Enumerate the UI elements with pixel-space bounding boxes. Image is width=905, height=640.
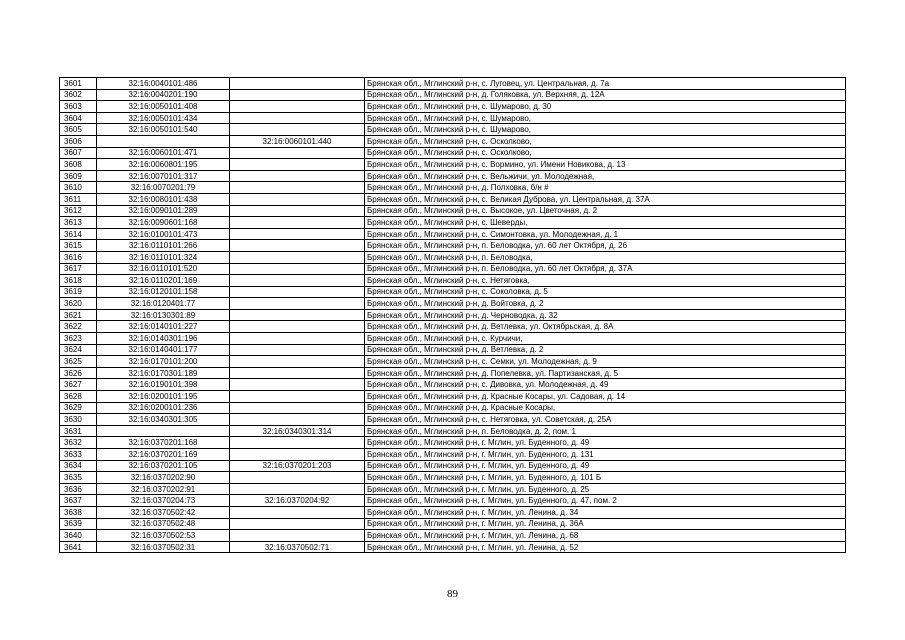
table-row (60, 495, 846, 507)
related-cadastral-number-cell (230, 321, 365, 333)
table-row (60, 193, 846, 205)
address-cell: Брянская обл., Мглинский р-н, п. Беловодка, (365, 251, 846, 263)
address-cell: Брянская обл., Мглинский р-н, с. Шумарово, (365, 124, 846, 136)
cadastral-number-cell: 32:16:0090601:168 (97, 217, 230, 229)
row-number-cell: 3638 (60, 506, 97, 518)
cadastral-number-cell: 32:16:0050101:540 (97, 124, 230, 136)
row-number-cell: 3608 (60, 159, 97, 171)
row-number-cell: 3611 (60, 193, 97, 205)
cadastral-number-cell: 32:16:0340301:305 (97, 414, 230, 426)
table-row (60, 251, 846, 263)
related-cadastral-number-cell (230, 78, 365, 90)
row-number-cell: 3620 (60, 298, 97, 310)
table-row (60, 228, 846, 240)
row-number-cell: 3639 (60, 518, 97, 530)
records-table-body (60, 78, 846, 553)
cadastral-number-cell (97, 425, 230, 437)
cadastral-number-cell: 32:16:0370201:169 (97, 449, 230, 461)
related-cadastral-number-cell (230, 472, 365, 484)
related-cadastral-number-cell: 32:16:0340301:314 (230, 425, 365, 437)
related-cadastral-number-cell (230, 530, 365, 542)
related-cadastral-number-cell: 32:16:0060101:440 (230, 135, 365, 147)
address-cell: Брянская обл., Мглинский р-н, г. Мглин, ул. Буденного, д. 47, пом. 2 (365, 495, 846, 507)
row-number-cell: 3632 (60, 437, 97, 449)
row-number-cell: 3629 (60, 402, 97, 414)
table-row (60, 275, 846, 287)
row-number-cell: 3609 (60, 170, 97, 182)
cadastral-number-cell: 32:16:0060101:471 (97, 147, 230, 159)
table-row (60, 425, 846, 437)
related-cadastral-number-cell (230, 112, 365, 124)
address-cell: Брянская обл., Мглинский р-н, д. Попелевка, ул. Партизанская, д. 5 (365, 367, 846, 379)
related-cadastral-number-cell (230, 228, 365, 240)
cadastral-number-cell: 32:16:0370502:31 (97, 541, 230, 553)
address-cell: Брянская обл., Мглинский р-н, с. Осколково, (365, 147, 846, 159)
address-cell: Брянская обл., Мглинский р-н, д. Голяковка, ул. Верхняя, д. 12А (365, 89, 846, 101)
table-row (60, 182, 846, 194)
cadastral-number-cell: 32:16:0040201:190 (97, 89, 230, 101)
address-cell: Брянская обл., Мглинский р-н, д. Полховка, б/н # (365, 182, 846, 194)
table-row (60, 356, 846, 368)
related-cadastral-number-cell (230, 309, 365, 321)
table-row (60, 309, 846, 321)
cadastral-number-cell: 32:16:0120401:77 (97, 298, 230, 310)
cadastral-number-cell: 32:16:0130301:89 (97, 309, 230, 321)
row-number-cell: 3640 (60, 530, 97, 542)
row-number-cell: 3606 (60, 135, 97, 147)
cadastral-number-cell: 32:16:0140101:227 (97, 321, 230, 333)
cadastral-number-cell: 32:16:0100101:473 (97, 228, 230, 240)
page-number: 89 (447, 588, 458, 600)
related-cadastral-number-cell: 32:16:0370204:92 (230, 495, 365, 507)
related-cadastral-number-cell (230, 170, 365, 182)
related-cadastral-number-cell (230, 449, 365, 461)
cadastral-number-cell: 32:16:0370201:105 (97, 460, 230, 472)
cadastral-number-cell: 32:16:0140401:177 (97, 344, 230, 356)
address-cell: Брянская обл., Мглинский р-н, с. Высокое, ул. Цветочная, д. 2 (365, 205, 846, 217)
address-cell: Брянская обл., Мглинский р-н, д. Черноводка, д. 32 (365, 309, 846, 321)
cadastral-number-cell: 32:16:0370502:42 (97, 506, 230, 518)
cadastral-number-cell: 32:16:0050101:408 (97, 101, 230, 113)
cadastral-number-cell: 32:16:0090101:289 (97, 205, 230, 217)
address-cell: Брянская обл., Мглинский р-н, д. Красные Косары, ул. Садовая, д. 14 (365, 391, 846, 403)
related-cadastral-number-cell: 32:16:0370502:71 (230, 541, 365, 553)
table-row (60, 541, 846, 553)
cadastral-number-cell: 32:16:0070201:79 (97, 182, 230, 194)
cadastral-number-cell: 32:16:0110101:266 (97, 240, 230, 252)
address-cell: Брянская обл., Мглинский р-н, с. Вормино, ул. Имени Новикова, д. 13 (365, 159, 846, 171)
related-cadastral-number-cell (230, 182, 365, 194)
table-row (60, 449, 846, 461)
cadastral-number-cell: 32:16:0170101:200 (97, 356, 230, 368)
table-row (60, 101, 846, 113)
cadastral-number-cell: 32:16:0190101:398 (97, 379, 230, 391)
row-number-cell: 3641 (60, 541, 97, 553)
related-cadastral-number-cell (230, 159, 365, 171)
address-cell: Брянская обл., Мглинский р-н, с. Курчичи, (365, 333, 846, 345)
address-cell: Брянская обл., Мглинский р-н, г. Мглин, ул. Буденного, д. 131 (365, 449, 846, 461)
row-number-cell: 3635 (60, 472, 97, 484)
records-table (59, 77, 846, 553)
table-row (60, 367, 846, 379)
address-cell: Брянская обл., Мглинский р-н, с. Соколовка, д. 5 (365, 286, 846, 298)
address-cell: Брянская обл., Мглинский р-н, с. Симонтовка, ул. Молодежная, д. 1 (365, 228, 846, 240)
related-cadastral-number-cell (230, 333, 365, 345)
row-number-cell: 3612 (60, 205, 97, 217)
address-cell: Брянская обл., Мглинский р-н, с. Великая Дуброва, ул. Центральная, д. 37А (365, 193, 846, 205)
related-cadastral-number-cell (230, 124, 365, 136)
cadastral-number-cell: 32:16:0370204:73 (97, 495, 230, 507)
related-cadastral-number-cell (230, 518, 365, 530)
row-number-cell: 3614 (60, 228, 97, 240)
cadastral-number-cell: 32:16:0140301:196 (97, 333, 230, 345)
table-row (60, 391, 846, 403)
row-number-cell: 3613 (60, 217, 97, 229)
related-cadastral-number-cell (230, 437, 365, 449)
cadastral-number-cell: 32:16:0080101:438 (97, 193, 230, 205)
row-number-cell: 3636 (60, 483, 97, 495)
related-cadastral-number-cell (230, 298, 365, 310)
table-row (60, 402, 846, 414)
row-number-cell: 3626 (60, 367, 97, 379)
table-row (60, 78, 846, 90)
related-cadastral-number-cell (230, 483, 365, 495)
address-cell: Брянская обл., Мглинский р-н, д. Ветлевка, д. 2 (365, 344, 846, 356)
cadastral-number-cell (97, 135, 230, 147)
table-row (60, 333, 846, 345)
related-cadastral-number-cell (230, 286, 365, 298)
address-cell: Брянская обл., Мглинский р-н, г. Мглин, ул. Буденного, д. 49 (365, 437, 846, 449)
row-number-cell: 3619 (60, 286, 97, 298)
cadastral-number-cell: 32:16:0370502:53 (97, 530, 230, 542)
cadastral-number-cell: 32:16:0370202:90 (97, 472, 230, 484)
related-cadastral-number-cell (230, 193, 365, 205)
address-cell: Брянская обл., Мглинский р-н, г. Мглин, ул. Буденного, д. 25 (365, 483, 846, 495)
row-number-cell: 3625 (60, 356, 97, 368)
table-row (60, 159, 846, 171)
address-cell: Брянская обл., Мглинский р-н, п. Беловодка, ул. 60 лет Октября, д. 26 (365, 240, 846, 252)
related-cadastral-number-cell (230, 101, 365, 113)
address-cell: Брянская обл., Мглинский р-н, д. Красные Косары, (365, 402, 846, 414)
cadastral-number-cell: 32:16:0120101:158 (97, 286, 230, 298)
cadastral-number-cell: 32:16:0110101:520 (97, 263, 230, 275)
related-cadastral-number-cell (230, 251, 365, 263)
table-row (60, 472, 846, 484)
table-row (60, 240, 846, 252)
related-cadastral-number-cell (230, 379, 365, 391)
row-number-cell: 3623 (60, 333, 97, 345)
address-cell: Брянская обл., Мглинский р-н, с. Шумарово, (365, 112, 846, 124)
address-cell: Брянская обл., Мглинский р-н, с. Вельжичи, ул. Молодежная, (365, 170, 846, 182)
related-cadastral-number-cell (230, 356, 365, 368)
address-cell: Брянская обл., Мглинский р-н, с. Шеверды, (365, 217, 846, 229)
cadastral-number-cell: 32:16:0370202:91 (97, 483, 230, 495)
address-cell: Брянская обл., Мглинский р-н, г. Мглин, ул. Ленина, д. 36А (365, 518, 846, 530)
related-cadastral-number-cell (230, 89, 365, 101)
row-number-cell: 3633 (60, 449, 97, 461)
table-row (60, 344, 846, 356)
cadastral-number-cell: 32:16:0200101:236 (97, 402, 230, 414)
row-number-cell: 3601 (60, 78, 97, 90)
related-cadastral-number-cell (230, 275, 365, 287)
table-row (60, 506, 846, 518)
table-row (60, 414, 846, 426)
table-row (60, 147, 846, 159)
related-cadastral-number-cell (230, 391, 365, 403)
related-cadastral-number-cell (230, 263, 365, 275)
table-row (60, 170, 846, 182)
table-row (60, 298, 846, 310)
cadastral-number-cell: 32:16:0050101:434 (97, 112, 230, 124)
address-cell: Брянская обл., Мглинский р-н, с. Луговец, ул. Центральная, д. 7а (365, 78, 846, 90)
row-number-cell: 3631 (60, 425, 97, 437)
row-number-cell: 3615 (60, 240, 97, 252)
row-number-cell: 3617 (60, 263, 97, 275)
related-cadastral-number-cell (230, 402, 365, 414)
table-row (60, 124, 846, 136)
table-row (60, 379, 846, 391)
address-cell: Брянская обл., Мглинский р-н, с. Шумарово, д. 30 (365, 101, 846, 113)
related-cadastral-number-cell (230, 344, 365, 356)
row-number-cell: 3602 (60, 89, 97, 101)
related-cadastral-number-cell (230, 240, 365, 252)
row-number-cell: 3604 (60, 112, 97, 124)
cadastral-number-cell: 32:16:0060801:195 (97, 159, 230, 171)
related-cadastral-number-cell (230, 506, 365, 518)
cadastral-number-cell: 32:16:0110101:324 (97, 251, 230, 263)
row-number-cell: 3618 (60, 275, 97, 287)
address-cell: Брянская обл., Мглинский р-н, с. Осколково, (365, 135, 846, 147)
address-cell: Брянская обл., Мглинский р-н, с. Нетяговка, ул. Советская, д. 25А (365, 414, 846, 426)
row-number-cell: 3624 (60, 344, 97, 356)
related-cadastral-number-cell (230, 205, 365, 217)
related-cadastral-number-cell (230, 367, 365, 379)
cadastral-number-cell: 32:16:0040101:486 (97, 78, 230, 90)
cadastral-number-cell: 32:16:0170301:189 (97, 367, 230, 379)
address-cell: Брянская обл., Мглинский р-н, г. Мглин, ул. Ленина, д. 34 (365, 506, 846, 518)
related-cadastral-number-cell (230, 147, 365, 159)
row-number-cell: 3634 (60, 460, 97, 472)
row-number-cell: 3610 (60, 182, 97, 194)
address-cell: Брянская обл., Мглинский р-н, г. Мглин, ул. Буденного, д. 49 (365, 460, 846, 472)
table-row (60, 286, 846, 298)
address-cell: Брянская обл., Мглинский р-н, п. Беловодка, ул. 60 лет Октября, д. 37А (365, 263, 846, 275)
row-number-cell: 3622 (60, 321, 97, 333)
address-cell: Брянская обл., Мглинский р-н, г. Мглин, ул. Буденного, д. 101 Б (365, 472, 846, 484)
row-number-cell: 3616 (60, 251, 97, 263)
table-row (60, 89, 846, 101)
table-row (60, 263, 846, 275)
table-row (60, 321, 846, 333)
address-cell: Брянская обл., Мглинский р-н, с. Нетяговка, (365, 275, 846, 287)
table-row (60, 530, 846, 542)
row-number-cell: 3630 (60, 414, 97, 426)
table-row (60, 135, 846, 147)
cadastral-number-cell: 32:16:0070101:317 (97, 170, 230, 182)
table-row (60, 483, 846, 495)
address-cell: Брянская обл., Мглинский р-н, г. Мглин, ул. Ленина, д. 52 (365, 541, 846, 553)
cadastral-number-cell: 32:16:0370502:48 (97, 518, 230, 530)
row-number-cell: 3621 (60, 309, 97, 321)
related-cadastral-number-cell: 32:16:0370201:203 (230, 460, 365, 472)
table-row (60, 437, 846, 449)
address-cell: Брянская обл., Мглинский р-н, с. Дивовка, ул. Молодежная, д. 49 (365, 379, 846, 391)
address-cell: Брянская обл., Мглинский р-н, п. Беловодка, д. 2, пом. 1 (365, 425, 846, 437)
row-number-cell: 3628 (60, 391, 97, 403)
row-number-cell: 3603 (60, 101, 97, 113)
table-row (60, 112, 846, 124)
cadastral-number-cell: 32:16:0370201:168 (97, 437, 230, 449)
address-cell: Брянская обл., Мглинский р-н, г. Мглин, ул. Ленина, д. 68 (365, 530, 846, 542)
cadastral-number-cell: 32:16:0200101:195 (97, 391, 230, 403)
row-number-cell: 3637 (60, 495, 97, 507)
address-cell: Брянская обл., Мглинский р-н, с. Семки, ул. Молодежная, д. 9 (365, 356, 846, 368)
row-number-cell: 3605 (60, 124, 97, 136)
related-cadastral-number-cell (230, 217, 365, 229)
address-cell: Брянская обл., Мглинский р-н, д. Войтовка, д. 2 (365, 298, 846, 310)
address-cell: Брянская обл., Мглинский р-н, д. Ветлевка, ул. Октябрьская, д. 8А (365, 321, 846, 333)
row-number-cell: 3607 (60, 147, 97, 159)
table-row (60, 217, 846, 229)
related-cadastral-number-cell (230, 414, 365, 426)
table-row (60, 205, 846, 217)
row-number-cell: 3627 (60, 379, 97, 391)
table-row (60, 518, 846, 530)
cadastral-number-cell: 32:16:0110201:169 (97, 275, 230, 287)
table-row (60, 460, 846, 472)
